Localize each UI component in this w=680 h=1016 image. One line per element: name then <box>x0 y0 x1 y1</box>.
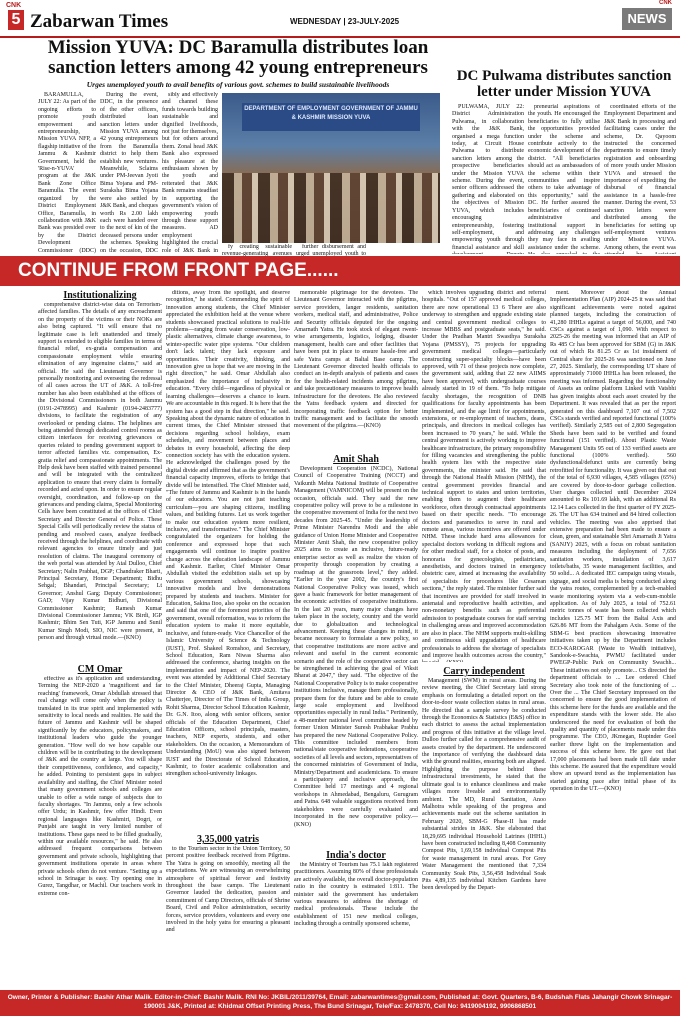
story1-headline: Mission YUVA: DC Baramulla distributes loan sanction letters among 42 young entrepreneurs <box>47 37 429 78</box>
cont-colC: memorable pilgrimage for the devotees. The Lieutenant Governor interacted with the pilgrims, service providers, langer residents, sanitation workers, medical staff, and administrative, Police and Security officials deputed for the ongoing Amarnath Yatra. He took stock of elegant rwent-wise arrangements, logistics, lodging, disaster management, health care and other facilities that have been put in place to ensure hassle-free and safe Yatra camps at Baltal Base camp. The Lieutenant Governor directed health officials to conduct an in-depth analysis of patients and cases for the health-related incidents among pilgrims, and take precautionary measures to improve health infrastructure for the devotees. He also reviewed the Yatra feedback system and directed for incorporating traffic feedback option for better traffic management and to facilitate the smooth movement of the pilgrims.—(KNO) <box>294 290 418 430</box>
cont-colD2: Management (SWM) in rural areas. During the review meeting, the Chief Secretary laid strong emphasis on formulating a detailed report on the door-to-door waste collection status in rural areas. He directed that a sample survey be conducted through the Economics & Statistics (E&S) office in each district to assess the actual implementation and progress of this initiative at the village level. Dulloo further called for a comprehensive audit of assets created by the department. He underscored the importance of verifying the dashboard data with the ground realities, ensuring both are aligned. Highlighting the purpose behind these infrastructural investments, he stated that the ultimate goal is to enhance cleanliness and make villages more liveable and environmentally ambient. The MD, Rural Sanitation, Anoo Malhotra while speaking of the progress and achievements made out the scheme sanitation in February 2020, SBM-G Phase-II has made substantial strides in J&K. She elaborated that 18,29,695 individual Household Latrines (IHHL) have been constructed including 8,408 Community Compost Pits, 1,69,158 individual Compost Pits for waste management in rural areas. For Grey Water Management the mentioned that 7,334 Community Soak Pits, 3,56,458 Individual Soak Pits 4,89,135 individual Kitchen Gardens have been developed by the Depart- <box>422 678 546 892</box>
photo-banner: DEPARTMENT OF EMPLOYMENT GOVERNMENT OF JAMMU & KASHMIR MISSION YUVA <box>242 103 420 131</box>
subhead-335k-yatris: 3,35,000 yatris <box>197 834 259 845</box>
footer-imprint: Owner, Printer & Publisher: Bashir Athar Malik. Editor-in-Chief: Bashir Malik. RNI No: JKBIL/2011/39764, Email: zabarwantimes@gmail.com, Published at: Govt. Quarters, B-6, Budshah Flats Jahangir Chowk Srinagar-190001 J&K, Printed at: Khidmat Offset Printing Press, The Bund Srinagar, Tele/Fax: 2478370, Cell No: 9419004192, 9906868501 <box>0 990 680 1016</box>
subhead-india-doctor: India's doctor <box>326 850 386 861</box>
story1-subhead: Urges unemployed youth to avail benefits of various govt. schemes to build sustainable livelihoods <box>86 80 390 89</box>
brand-small-right: CNK <box>659 0 672 6</box>
brand-small: CNK <box>6 2 22 9</box>
subhead-carry-independent: Carry independent <box>443 666 525 677</box>
story1-col2: During the event, DDC, in the presence of the other officers, distributed loan sanction letters under Mission YUVA among 42 young entrepreneurs from the Baramulla district to help them establish new ventures. Meanwhile, Sclaims under PM-Jeevan Jyoti Bima Yojana and PM-Suraksha Bima Yojana were also settled by J&K Bank, and cheques worth Rs 2.00 lakh each were handed over to the next of kin of the deceased persons under the schemes. Speaking on the occasion, DDC <box>100 92 158 254</box>
paper-name: Zabarwan Times <box>30 11 169 32</box>
story2-headline: DC Pulwama distributes sanction letter under Mission YUVA <box>456 68 672 100</box>
attendees-image <box>222 173 440 243</box>
story1-col3: fy creating sustainable revenue-generating avenues <box>222 244 292 256</box>
subhead-cm-omar: CM Omar <box>77 664 123 675</box>
mission-yuva-event-photo <box>222 93 440 243</box>
story1-col1: BARAMULLA, JULY 22: As part of the ongoing efforts to promote youth empowerment and entrepreneurship, Mission YUVA NFP, a flagship initiative of the Jammu & Kashmir Government, held the 'Rise-n-YUVA' program at the J&K Bank Zone Office Baramulla. The event organized by the District Employment Office, Baramulla, in collaboration with J&K Bank was presided over by the District Development Commissioner (DDC) <box>38 92 96 254</box>
continue-banner-text: CONTINUE FROM FRONT PAGE...... <box>18 260 339 281</box>
story1-col4: further disbursement and urged unemployed youth to <box>296 244 366 256</box>
cont-colA2: effective as it's application and understanding. Terming the NEP-2020 a 'magnificent and far reaching' framework, Omar Abdullah stressed that real change will come only when the policy is translated in its true spirit and implemented with sensitivity to local needs and realities. He said the future of Jammu and Kashmir will be shaped significantly by the educators, policymakers, and institutional leaders who guide the younger generation. "How well do we how capable our children will be in contributing to the development of J&K and the country at large. You will shape their competitiveness, confidence, and capacity," he added. Pointing to persistent gaps in subject availability and staffing, the Chief Minister noted that many government schools and colleges are unable to offer a wide range of subjects due to faculty shortages. "In Jammu, only a few schools offer Urdu; in Kashmir, few offer Hindi. Even regional languages like Kashmiri, Dogri, or Punjabi are taught in very limited number of institutions. These gaps need to be filled gradually, within our available resources," he said. He also addressed frequent comparisons between government and private schools, highlighting that government institutions operate in areas where private schools often do not venture. "Setting up a school in Srinagar is easy. Try opening one in Gurez, Tangdhar, or Machil. Our teachers work in extreme con- <box>38 676 162 897</box>
page-number: 5 <box>8 10 24 30</box>
cont-colA: comprehensive district-wise data on Terrorism-affected families. The details of any encroachment on the property of the victims or their NOKs are also being captured. "It will ensure that no legitimate case is left unattended and timely support is extended to eligible families in terms of financial relief, ex-gratia compensation and compassionate employment while ensuring elimination of any ingenuine claims," said an official. He said the Lieutenant Governor is personally monitoring and overseeing the redressal of all cases across the UT of J&K. A toll-free number has also been established at the offices of the Divisional Commissioners in both Jammu (0191-2478995) and Kashmir (0194-2483777) divisions, to facilitate the registration of any overlooked or pending claims. The helplines are being attended through dedicated control rooms as citizen interfaces for receiving grievances or queries related to pending government support to terror affected families viz. compensation, Ex-gratia relief and compassionate appointments. The Help desk have been staffed with trained personnel and will be integrated with the centralized application to ensure that every claim is formally recorded and acted upon. In order to ensure regular oversight, coordination, and follow-up on the grievances and pending claims, Special Monitoring Cells have been constituted at the offices of Chief Secretary and Director General of Police. These Special Cells will periodically review the status of pending and resolved cases, analyze feedback received through the helplines, and coordinate with relevant agencies to ensure timely and just resolution of claims. The inaugural ceremony of the web portal was attended by Atal Dulloo, Chief Secretary; Nalin Prabhat, DGP; Chandraker Bharti, Principal Secretary, Home Department; Bidhu Sehgal; Bhandari, Principal Secretary; Lt Governor; Anshul Garg; Deputy Commissioner; GAD; Vijay Kumar Bidhuri, Divisional Commissioner Kashmir; Ramesh Kumar Divisional Commissioner Jammu; VK Birdi, IGP Kashmir; Bhim Sen Tuti, IGP Jammu and Sunil Kumar Singh Modi, SIO, NIC were present, in person and through virtual mode.—(KNO) <box>38 302 162 642</box>
story2-col1: PULWAMA, JULY 22: District Administration Pulwama, in collaboration with the J&K Bank, organised a mega function today, at Circuit House Pulwama to distribute sanction letters among the prospective beneficiaries under the Mission YUVA scheme. During the event, senior officers addressed the gathering and elaborated on the objectives of Mission YUVA, which includes encouraging entrepreneurship, fostering self-employment, and empowering youth through financial assistance and skill <box>452 104 524 251</box>
masthead <box>0 0 680 38</box>
section-tag: NEWS <box>622 8 672 30</box>
cont-colB2: to the Tourism sector in the Union Territory, 50 percent positive feedback received from Pilgrims. The Yatra is going on smoothly, meeting all the expectations. We are witnessing an overwhelming atmosphere of spiritual fervor and festivity throughout the base camps. The Lieutenant Governor lauded the dedication, passion and commitment of Camp Directors, officials of Shrine Board, Civil and Police administration, security forces, service providers, volunteers and every one involved in the holy yatra for ensuring a pleasant and <box>166 846 290 934</box>
dateline: WEDNESDAY | 23-JULY-2025 <box>290 17 400 26</box>
story2-col3: coordinated efforts of the Employment Department and J&K Bank in processing and facilitating cases under the scheme, Dr. Qayoom instructed the concerned departments to ensure timely registration and onboarding of more youth under Mission YUVA and stressed the importance of expediting the disbursal of financial assistance in a hassle-free manner. During the event, 53 sanction letters were distributed among the beneficiaries for setting up self-employment ventures under Mission YUVA. Among others, the event was <box>604 104 676 251</box>
cont-colC3: the Ministry of Tourism has 75.1 lakh registered practitioners. Assuming 80% of these professionals are actively available, the overall doctor-population ratio in the country is estimated 1:811. The minister said the government has undertaken various measures to address the shortage of medical professionals. These include the establishment of 151 new medical colleges, including through a centrally sponsored scheme, <box>294 862 418 928</box>
continue-banner <box>0 256 680 286</box>
subhead-amit-shah: Amit Shah <box>333 454 379 465</box>
story2-col2: preneurial aspirations of the youth. He encouraged the beneficiaries to fully utilise the opportunities provided under the scheme and contribute actively to the economic development of the district. "All beneficiaries should act as ambassadors of the scheme within their communities and inspire others to take advantage of this opportunity," said the DC. He further assured the beneficiaries of continued administrative and institutional support in addressing any challenges they may face in availing assistance under the scheme. <box>528 104 600 251</box>
cont-colB: ditions, away from the spotlight, and deserve recognition," he stated. Commending the spirit of innovation among students, the Chief Minister appreciated the exhibition held at the venue where students showcased practical solutions to real-life problems—ranging from water conservation, low-plastic alternatives, climate change awareness, to winter-specific water pipe systems. "Our children don't lack talent; they lack exposure and opportunities. Their creativity, thinking, and innovation give us hope that we are moving in the right direction," he said. Omar Abdullah also emphasized the importance of inclusivity in education. "Every child—regardless of physical or learning challenges—deserves a chance to learn. We are accountable in this regard. It is here that the system has a good step in that direction," he said. Speaking about the dynamic nature of education in current times, the Chief Minister stressed that decisions regarding school holidays, exam schedules, and movement between places and debates in every household, affecting the deep connection society has with the education system. He acknowledged the challenges posed by the digital divide and affirmed that as the government's financial capacity improves, efforts to bridge that divide will be intensified. The Chief Minister said, "The future of Jammu and Kashmir is in the hands of our educators. You are not just teaching curriculum—you are shaping citizens, instilling values, and building futures. Let us work together to make our education system more resilient, inclusive, and transformative." The Chief Minister congratulated the organizers for holding the conference and expressed hope that such engagements will continue to inspire positive change across the education landscape of Jammu and Kashmir. Earlier, Chief Minister Omar Abdullah visited the exhibition stalls set up by various government schools, showcasing innovative models and live demonstrations prepared by students and teachers. Minister for Education, Sakina Itoo, also spoke on the occasion and said that one of the foremost priorities of the government, overall reformation, was to reform the education system to make it more equitable, inclusive, and future-ready. Vice Chancellor of the Islamic University of Science & Technology (IUST), Prof. Shakeel Romshoo, and Secretary, School Education, Ram Niwas Sharma also addressed the conference, sharing insights on the implementation and impact of NEP-2020. The event was attended by Additional Chief Secretary to the Chief Minister, Dheeraj Gupta, Managing Director & CEO of J&K Bank, Amitava Chatterjee, Director of The Times of India Group, Rohit Sharma, Director School Education Kashmir, Dr. G.N. Itoo, along with senior officers, senior officials of the Education Department, Chief Education Officers, school principals, masters, teachers, NEP experts, students, and other stakeholders. On the occasion, a Memorandum of Understanding (MoU) was also signed between IUST and the Directorate of School Education, Kashmir, to foster academic collaboration and strengthen school-university linkages. <box>166 290 290 778</box>
cont-colD: which involves upgrading district and referral hospitals. "Out of 157 approved medical colleges, there are now operational 13 6 There are also underway to strengthen and upgrade existing state and central government medical colleges to increase MBBS and postgraduate seats," he said. Under the Pradhan Mantri Swasthya Suraksha Yojana (PMSSY), 75 projects for upgrading government medical colleges—particularly constructing super-specialty blocks—have been approved, with 71 of these projects now complete, the government said, adding that 22 new AIIMS have been approved, with undergraduate courses already started in 19 of them. "To help mitigate faculty shortages, the recognition of DNB qualifications for faculty appointments has been implemented, and the age limit for appointments, extensions, or re-employment of teachers, deans, principals, and directors in medical colleges has been increased to 70 years," he said. While the central government is actively working to improve healthcare infrastructure, the primary responsibility for filling vacancies and strengthening the public health system lies with the respective state governments, the minister said. He said that through the National Health Mission (NHM), the central government provides financial and technical support to states and union territories, enabling them to augment their healthcare workforce, often through contractual appointments based on their specific needs. "To encourage doctors and paramedics to serve in rural and remote areas, various incentives are offered under NHM. These include hard area allowances for specialist doctors working in difficult regions and for other medical staff, for a choice of posts, and honoraria for gynecologists, pediatricians, anesthetists, and doctors trained in emergency obstetric care, aimed at increasing the availability of specialists for procedures like Cesarean sections," the reply stated. The minister further said that incentives are provided for staff involved in antenatal and reproductive health activities, and non-monetary benefits such as preferential admission to postgraduate courses for staff serving in challenging areas and improved accommodation are also in place. The NHM supports multi-skilling and continuous skill upgradation of healthcare professionals to address the shortage of specialists and improve health outcomes across the country," <box>422 290 546 659</box>
subhead-institutionalizing: Institutionalizing <box>63 290 137 301</box>
cont-colC2: Development Cooperation (NCDC), National Council of Cooperative Training (NCCT) and Vaikunth Mehta National Institute of Cooperative Management (VAMNICOM) will be present on the occasion, officials said. They said the new cooperative policy will prove to be a milestone in the cooperative movement of India for the next two decades from 2025-45. "Under the leadership of Prime Minister Narendra Modi and the able guidance of Union Home Minister and Cooperative Minister Amit Shah, the new cooperative policy 2025 aims to create an inclusive, future-ready enterprise sector as well as realize the vision of prosperity through cooperation by creating a roadmap at the grassroots level," they added. "Earlier in the year 2002, the country's first National Cooperative Policy was issued, which gave a basic framework for better management of the economic activities of cooperative institutions. In the last 20 years, many major changes have taken place in the society, country and the world due to globalization and technological advancement. Keeping these changes in mind, it became necessary to formulate a new policy, so that cooperative institutions are more active and relevant and useful in the current economic scenario and the role of the cooperative sector can be strengthened in achieving the goal of Viksit Bharat at 2047," they said. "The objective of the National Cooperative Policy is to make cooperative institutions inclusive, manage them professionally, prepare them for the future and be able to create large scale employment and livelihood opportunities especially in rural India." Pertinently, a 48-member national level committee headed by former Union Minister Suresh Prabhakar Prabhu has prepared the new National Cooperative Policy. This committee included members from national/state cooperative federations, cooperative societies of all levels and sectors, representatives of the concerned ministries of Government of India, Ministry/Department and academicians. To ensure a participatory and inclusive approach, the Committee held 17 meetings and 4 regional workshops in Ahmedabad, Bengaluru, Gurugram and Patna. 648 valuable suggestions received from stakeholders were carefully evaluated and incorporated in the new cooperative policy.—(KNO) <box>294 466 418 828</box>
story1-col5: sibly and effectively and channel these funds towards building sustainable and dignified livelihoods, not just for themselves, but for others around them. Zonal head J&K Bank also expressed his pleasure at the enthusiasm shown by the youth and reiterated that J&K Bank remains steadfast in supporting the government's vision of empowering youth through these support measures. AD employment highlighted the crucial role of J&K Bank in <box>162 92 218 254</box>
cont-colE: ment. Moreover about the Annual Implementation Plan (AIP) 2024-25 it was said that significant achievements were noted against planned targets, including the construction of 41,280 IHHLs against a target of 56,000, and 740 CSCs against a target of 1,090. With respect to 2025-26 the meeting was informed that an AIP of Rs 485 Cr has been approved for SBM (G) in J&K out of which Rs 81.25 Cr as 1st instalment of Central share for 2025-26 was sanctioned on June 27, 2025. Similarly, the corresponding UT share of approximately 71000 IHHLs has been released, the meeting was informed. Regarding the functionality of Assets an online platform Linked with Vatsbhi has given insights about each asset created by the Department. It was revealed that as per the report generated on this dashboard 7,107 out of 7,502 CSCs stands verified and reported functional (100% verified). Similarly 2,585 out of 2,800 Segregation Sheds have been said to be verified and found functional (151 verified). About Plastic Waste Management Units 95 out of 133 verified assets are functional (100% verified). 560 dysfunctional/defunct units are currently being retrofitted for functionality. It was given out that out of the total of 6,930 villages, 4,585 villages (65%) are covered by door-to-door garbage collection. User charges collected until December 2024 amounted to Rs 101.69 lakh, with an additional Rs 12.14 Lacs collected in the first quarter of FY 2025-26. The UT has 634 trained and 84 hired collection vehicles. The meeting was also apprised that extensive preparation had been made to ensure a clean, green, and sustainable Shri Amarnath Ji Yatra (SANJY) 2025, with a focus on robust sanitation measures including the deployment of 7,656 sanitation workers, installation of 3,617 toilets/baths, 35 waste management facilities, and 50 solid... A dedicated IEC campaign using visuals, signage, and social media is being conducted along the yatra routes, complemented by a tech-enabled waste monitoring system via a web-cum-mobile application. As of July 2025, a total of 752.61 metric tonnes of waste has been collected which includes 125.75 MT from the Baltal Axis and 626.86 MT from the Pahalgam Axis. Some of the SBM-G best practices showcasing innovative initiatives taken up by the Department includes ECO-KAROGAR (Waste to Wealth initiative), Sandook-e-Swachta, PWMU facilitated under PWEGP-Public Park on Community Swachh... These initiatives not only promote... CS directed the department officials to ... Lee ordered Chief Secretary also took note of the functioning of ... Over the ... The Chief Secretary impressed on the concerned to ensure the good implementation of this scheme here for the funds are available and the expenditure stands with the lower side. He also underscored the need for evaluation of both the quality and quantity of placements made under this programme. The CEO, JKmegan, Rupinder Goel earlier threw light on the implementation and success of this scheme here. He gave out that 17,000 placements had been made till date under this scheme. He assured that the expenditure would show an upward trend as the implementation has started gaining pace after initial phase of its operation in the UT.—(KNO) <box>550 290 676 793</box>
